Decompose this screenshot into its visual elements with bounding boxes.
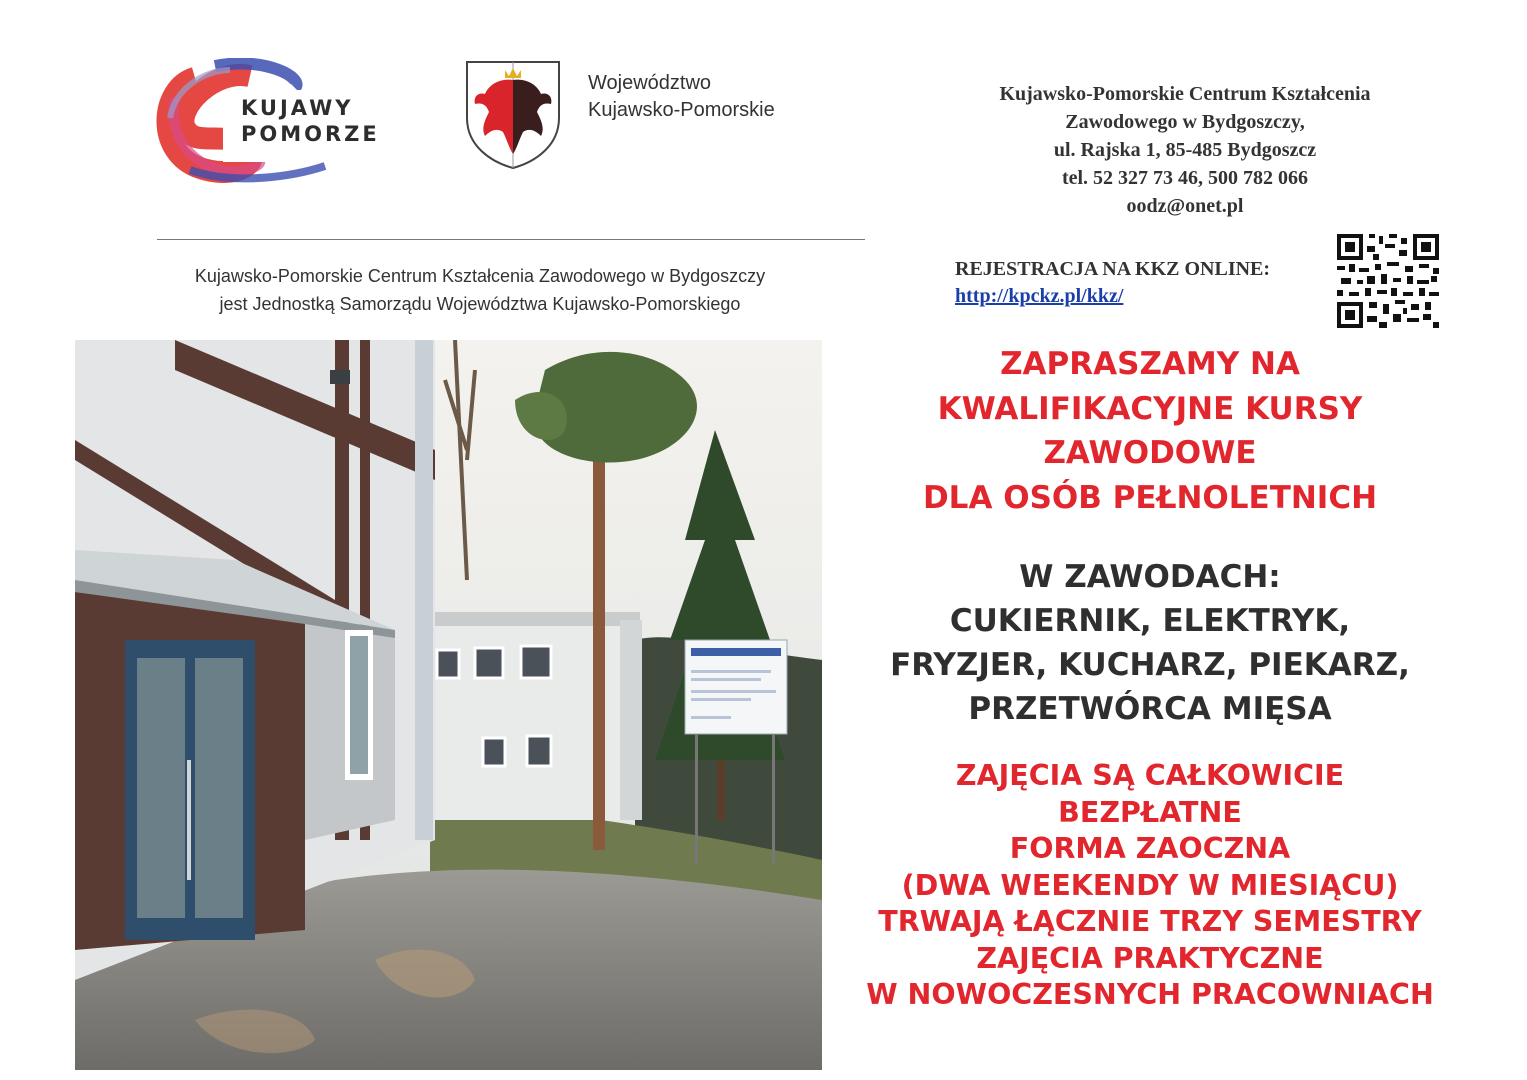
contact-phone: tel. 52 327 73 46, 500 782 066: [1061, 167, 1309, 189]
contact-email[interactable]: oodz@onet.pl: [1126, 195, 1244, 217]
divider: [157, 239, 865, 240]
info-line: BEZPŁATNE: [1058, 795, 1242, 829]
registration-label: REJESTRACJA NA KKZ ONLINE:: [955, 258, 1271, 280]
professions-block: [820, 555, 1480, 731]
headline-line: ZAPRASZAMY NA: [1000, 346, 1300, 382]
jst-line: Kujawsko-Pomorskie Centrum Kształcenia Zawodowego w Bydgoszczy: [194, 266, 766, 286]
coat-of-arms-icon: [463, 58, 563, 172]
info-line: ZAJĘCIA SĄ CAŁKOWICIE: [955, 759, 1345, 792]
logo-line-1: KUJAWY: [241, 96, 354, 120]
wojewodztwo-line-2: Kujawsko-Pomorskie: [588, 99, 775, 121]
logo-line-2: POMORZE: [241, 122, 380, 146]
contact-line: Kujawsko-Pomorskie Centrum Kształcenia: [999, 83, 1371, 105]
registration-link[interactable]: http://kpckz.pl/kkz/: [955, 285, 1124, 307]
building-photo: [75, 340, 822, 1070]
invitation-headline: [820, 342, 1480, 520]
contact-line: Zawodowego w Bydgoszczy,: [1065, 111, 1305, 133]
professions-line: CUKIERNIK, ELEKTRYK,: [949, 603, 1351, 639]
info-line: FORMA ZAOCZNA: [1009, 832, 1291, 865]
professions-line: FRYZJER, KUCHARZ, PIEKARZ,: [890, 647, 1410, 683]
jst-line: jest Jednostką Samorządu Województwa Kujawsko-Pomorskiego: [219, 294, 741, 314]
headline-line: KWALIFIKACYJNE KURSY: [937, 390, 1363, 427]
info-line: ZAJĘCIA PRAKTYCZNE: [976, 941, 1324, 975]
qr-code-icon[interactable]: [1337, 234, 1439, 328]
contact-block: [920, 80, 1450, 220]
professions-line: PRZETWÓRCA MIĘSA: [968, 691, 1332, 727]
jst-note: [150, 262, 810, 318]
headline-line: DLA OSÓB PEŁNOLETNICH: [922, 479, 1378, 516]
contact-address: ul. Rajska 1, 85-485 Bydgoszcz: [1053, 139, 1317, 161]
kujawy-pomorze-logo: [155, 58, 405, 183]
wojewodztwo-line-1: Województwo: [588, 72, 712, 94]
professions-line: W ZAWODACH:: [1019, 559, 1281, 595]
course-info-block: [820, 758, 1480, 1014]
headline-line: ZAWODOWE: [1043, 435, 1257, 471]
info-line: TRWAJĄ ŁĄCZNIE TRZY SEMESTRY: [878, 905, 1422, 938]
wojewodztwo-name: [588, 70, 775, 124]
info-line: (DWA WEEKENDY W MIESIĄCU): [901, 868, 1399, 902]
info-line: W NOWOCZESNYCH PRACOWNIACH: [866, 978, 1434, 1011]
